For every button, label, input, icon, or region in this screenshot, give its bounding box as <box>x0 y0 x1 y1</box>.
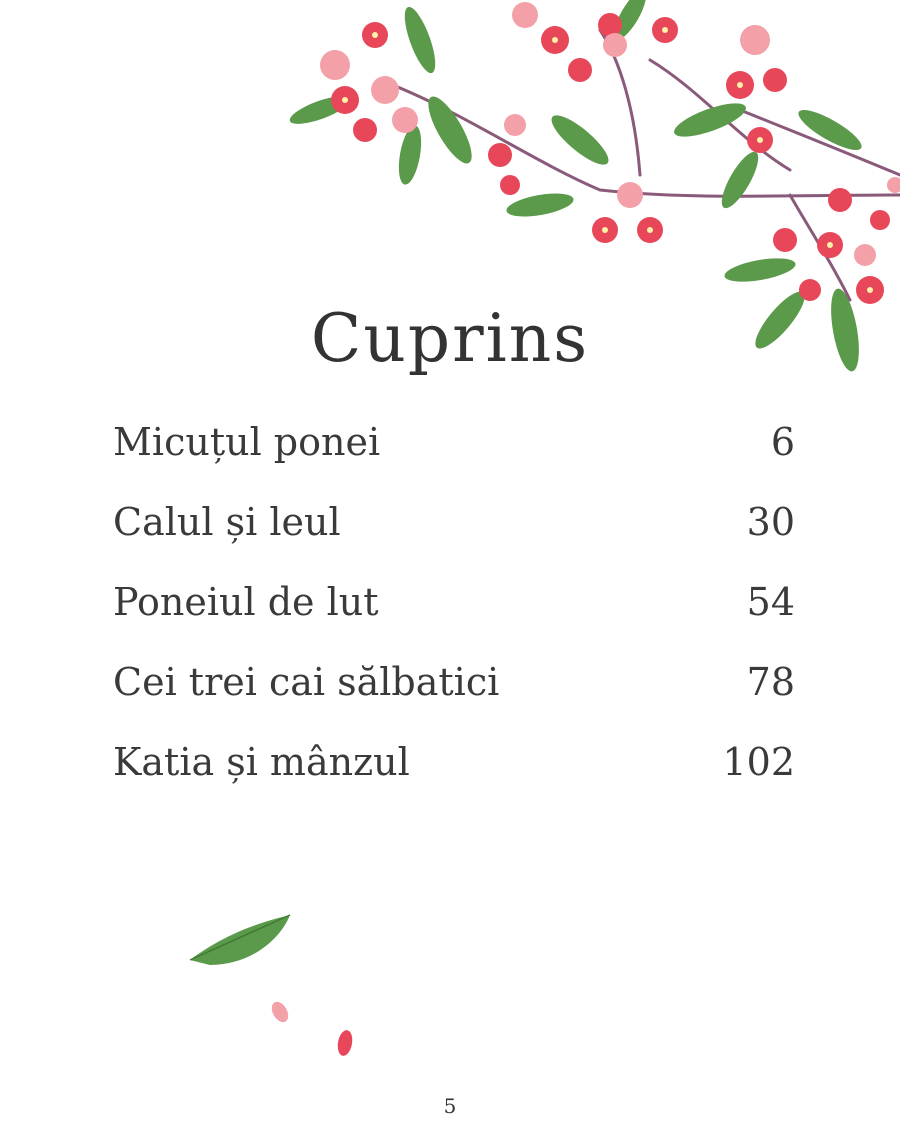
table-of-contents <box>113 420 795 820</box>
toc-entry[interactable] <box>113 740 795 820</box>
toc-entry-title: Micuțul ponei <box>113 420 381 464</box>
toc-entry-title: Katia și mânzul <box>113 740 410 784</box>
toc-entry-title: Poneiul de lut <box>113 580 379 624</box>
toc-entry-page: 6 <box>770 420 795 464</box>
page-title: Cuprins <box>310 300 590 377</box>
toc-entry[interactable] <box>113 660 795 740</box>
toc-entry-page: 102 <box>722 740 795 784</box>
toc-entry[interactable] <box>113 500 795 580</box>
falling-leaf-and-petals-illustration <box>180 900 380 1070</box>
toc-entry-page: 54 <box>746 580 795 624</box>
page-number: 5 <box>443 1094 457 1118</box>
toc-entry-page: 30 <box>746 500 795 544</box>
toc-entry[interactable] <box>113 420 795 500</box>
toc-entry-title: Calul și leul <box>113 500 341 544</box>
toc-entry-title: Cei trei cai sălbatici <box>113 660 500 704</box>
toc-entry-page: 78 <box>746 660 795 704</box>
toc-entry[interactable] <box>113 580 795 660</box>
